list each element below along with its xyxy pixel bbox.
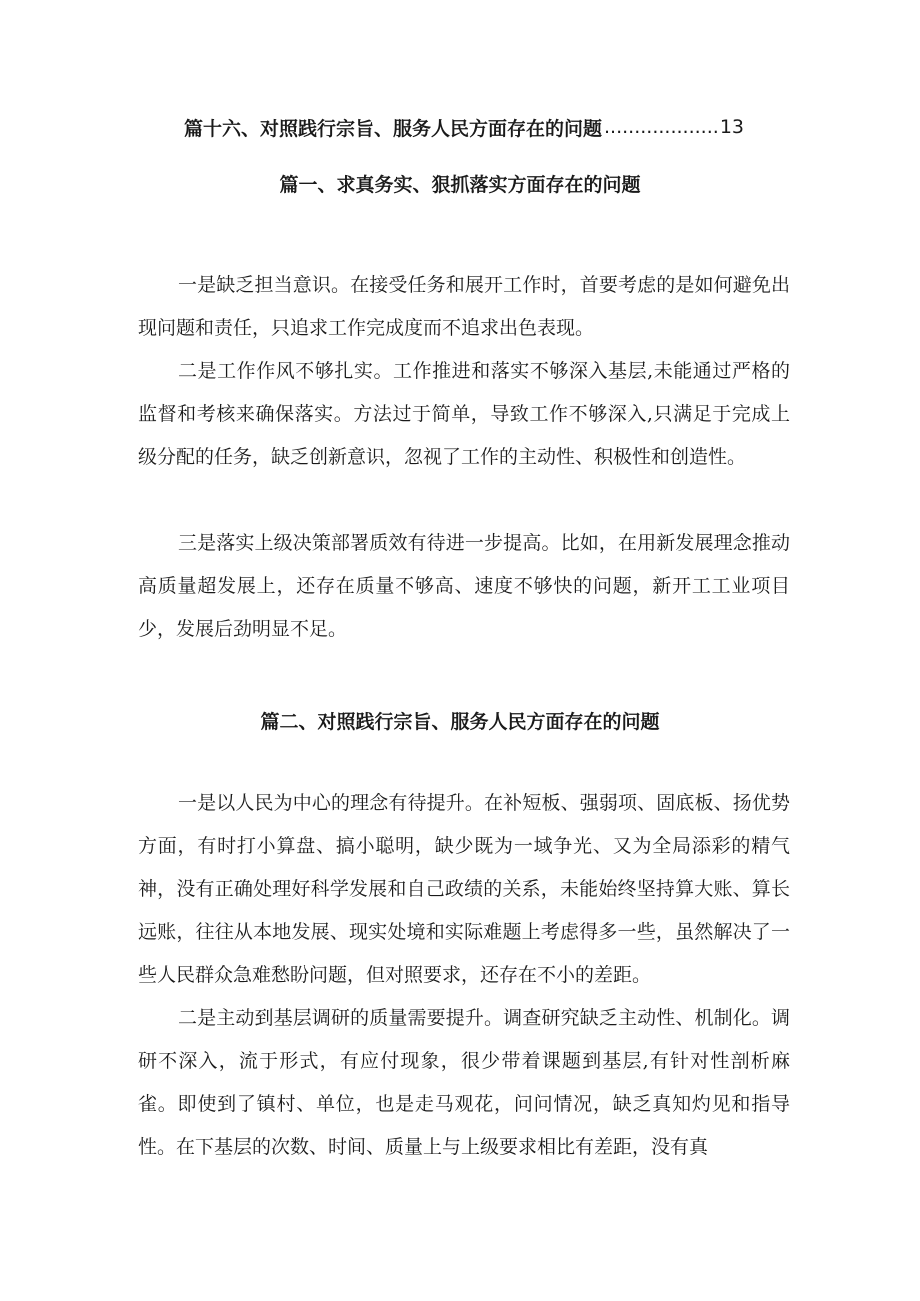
toc-leader-dots bbox=[604, 116, 718, 138]
toc-page-number: 13 bbox=[719, 116, 744, 138]
section-heading-2: 篇二、对照践行宗旨、服务人民方面存在的问题 bbox=[260, 711, 660, 733]
section-heading-1: 篇一、求真务实、狠抓落实方面存在的问题 bbox=[279, 174, 641, 196]
paragraph: 二是主动到基层调研的质量需要提升。调查研究缺乏主动性、机制化。调研不深入，流于形式，有应付现象，很少带着课题到基层,有针对性剖析麻雀。即使到了镇村、单位，也是走马观花，问问情况，缺乏真知灼见和指导性。在下基层的次数、时间、质量上与上级要求相比有差距，没有真 bbox=[138, 1007, 790, 1158]
toc-entry[interactable] bbox=[184, 112, 744, 142]
paragraph: 一是以人民为中心的理念有待提升。在补短板、强弱项、固底板、扬优势方面，有时打小算盘、搞小聪明，缺少既为一域争光、又为全局添彩的精气神，没有正确处理好科学发展和自己政绩的关系，未能始终坚持算大账、算长远账，往往从本地发展、现实处境和实际难题上考虑得多一些，虽然解决了一些人民群众急难愁盼问题，但对照要求，还存在不小的差距。 bbox=[138, 792, 790, 986]
paragraph: 三是落实上级决策部署质效有待进一步提高。比如，在用新发展理念推动高质量超发展上，还存在质量不够高、速度不够快的问题，新开工工业项目少，发展后劲明显不足。 bbox=[138, 532, 790, 640]
paragraph: 二是工作作风不够扎实。工作推进和落实不够深入基层,未能通过严格的监督和考核来确保落实。方法过于简单，导致工作不够深入,只满足于完成上级分配的任务，缺乏创新意识，忽视了工作的主动性、积极性和创造性。 bbox=[138, 360, 790, 468]
paragraph: 一是缺乏担当意识。在接受任务和展开工作时，首要考虑的是如何避免出现问题和责任，只追求工作完成度而不追求出色表现。 bbox=[138, 274, 790, 339]
toc-entry-title: 篇十六、对照践行宗旨、服务人民方面存在的问题 bbox=[184, 117, 603, 140]
